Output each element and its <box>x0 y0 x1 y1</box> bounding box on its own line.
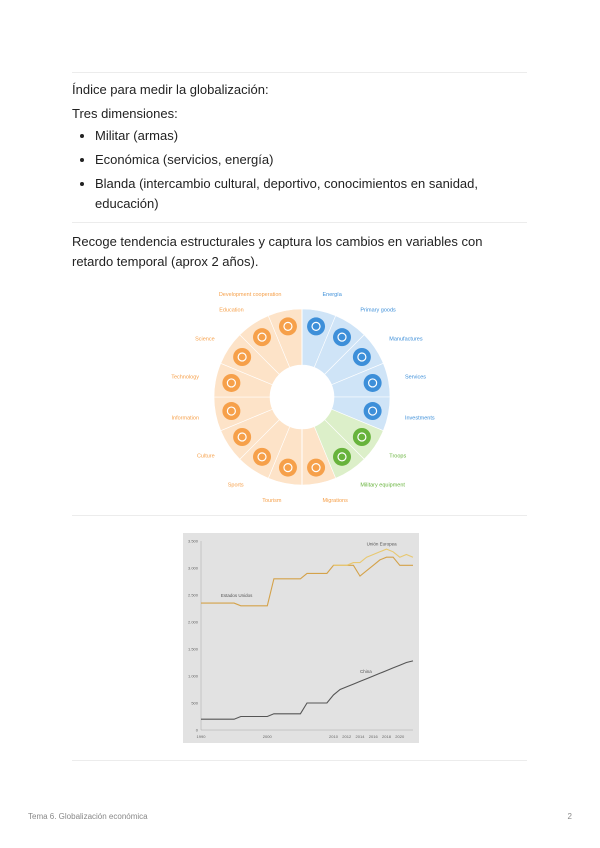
divider <box>72 515 527 516</box>
wheel-icon <box>307 459 325 477</box>
wheel-segment-label: Energía <box>322 292 342 299</box>
wheel-segment-label: Science <box>195 336 215 343</box>
line-chart <box>183 533 419 743</box>
wheel-segment-label: Development cooperation <box>218 292 282 299</box>
wheel-icon <box>364 374 382 392</box>
y-tick-label: 3.500 <box>187 538 198 544</box>
wheel-icon <box>233 348 251 366</box>
dimension-list <box>72 126 525 218</box>
x-tick-label: 2018 <box>382 734 391 739</box>
wheel-icon <box>279 317 297 335</box>
wheel-icon <box>253 328 271 346</box>
x-tick-label: 2000 <box>262 734 272 739</box>
divider <box>72 222 527 223</box>
wheel-segment-label: Information <box>171 415 200 422</box>
y-tick-label: 3.000 <box>187 565 198 571</box>
wheel-segment-label: Sports <box>227 482 244 489</box>
series-label: Unión Europea <box>366 541 397 547</box>
series-label: Estados Unidos <box>220 593 253 599</box>
x-tick-label: 2014 <box>355 734 365 739</box>
x-tick-label: 2016 <box>368 734 378 739</box>
wheel-segment-label: Culture <box>196 453 215 460</box>
wheel-icon <box>253 448 271 466</box>
y-tick-label: 1.500 <box>187 646 198 652</box>
wheel-segment-label: Manufactures <box>389 336 423 343</box>
wheel-icon <box>279 459 297 477</box>
heading: Índice para medir la globalización: <box>72 82 269 97</box>
y-tick-label: 2.500 <box>187 592 198 598</box>
y-tick-label: 2.000 <box>187 619 198 625</box>
list-item: • Blanda (intercambio cultural, deportivo, conocimientos en sanidad, educación) <box>95 174 525 214</box>
wheel-icon <box>222 374 240 392</box>
y-tick-label: 500 <box>191 700 198 706</box>
globalization-wheel-diagram <box>72 284 527 514</box>
list-item: • Económica (servicios, energía) <box>95 150 525 170</box>
top-divider <box>72 72 527 73</box>
wheel-icon <box>233 428 251 446</box>
x-tick-label: 2012 <box>342 734 352 739</box>
wheel-segment-label: Troops <box>389 453 407 460</box>
wheel-segment-label: Investments <box>404 415 435 422</box>
wheel-segment-label: Education <box>219 307 244 314</box>
y-tick-label: 1.000 <box>187 673 198 679</box>
wheel-segment-label: Services <box>404 374 427 381</box>
x-tick-label: 2010 <box>329 734 338 739</box>
wheel-segment-label: Tourism <box>262 497 282 504</box>
wheel-icon <box>364 402 382 420</box>
footer-left: Tema 6. Globalización económica <box>28 812 148 821</box>
wheel-segment-label: Migrations <box>322 497 348 504</box>
wheel-icon <box>333 328 351 346</box>
chart-background <box>183 533 419 743</box>
wheel-icon <box>333 448 351 466</box>
x-tick-label: 2020 <box>395 734 405 739</box>
list-item: • Militar (armas) <box>95 126 525 146</box>
wheel-icon <box>353 428 371 446</box>
series-label: China <box>360 668 372 674</box>
wheel-segment-label: Military equipment <box>360 482 405 489</box>
page-number: 2 <box>567 812 572 821</box>
wheel-icon <box>222 402 240 420</box>
wheel-segment-label: Primary goods <box>360 307 396 314</box>
x-tick-label: 1990 <box>196 734 206 739</box>
wheel-segment-label: Technology <box>171 374 200 381</box>
y-tick-label: 0 <box>195 727 198 733</box>
paragraph: Recoge tendencia estructurales y captura los cambios en variables con retardo temporal (aprox 2 años). <box>72 234 483 269</box>
wheel-icon <box>307 317 325 335</box>
subheading: Tres dimensiones: <box>72 106 178 121</box>
divider <box>72 760 527 761</box>
wheel-icon <box>353 348 371 366</box>
